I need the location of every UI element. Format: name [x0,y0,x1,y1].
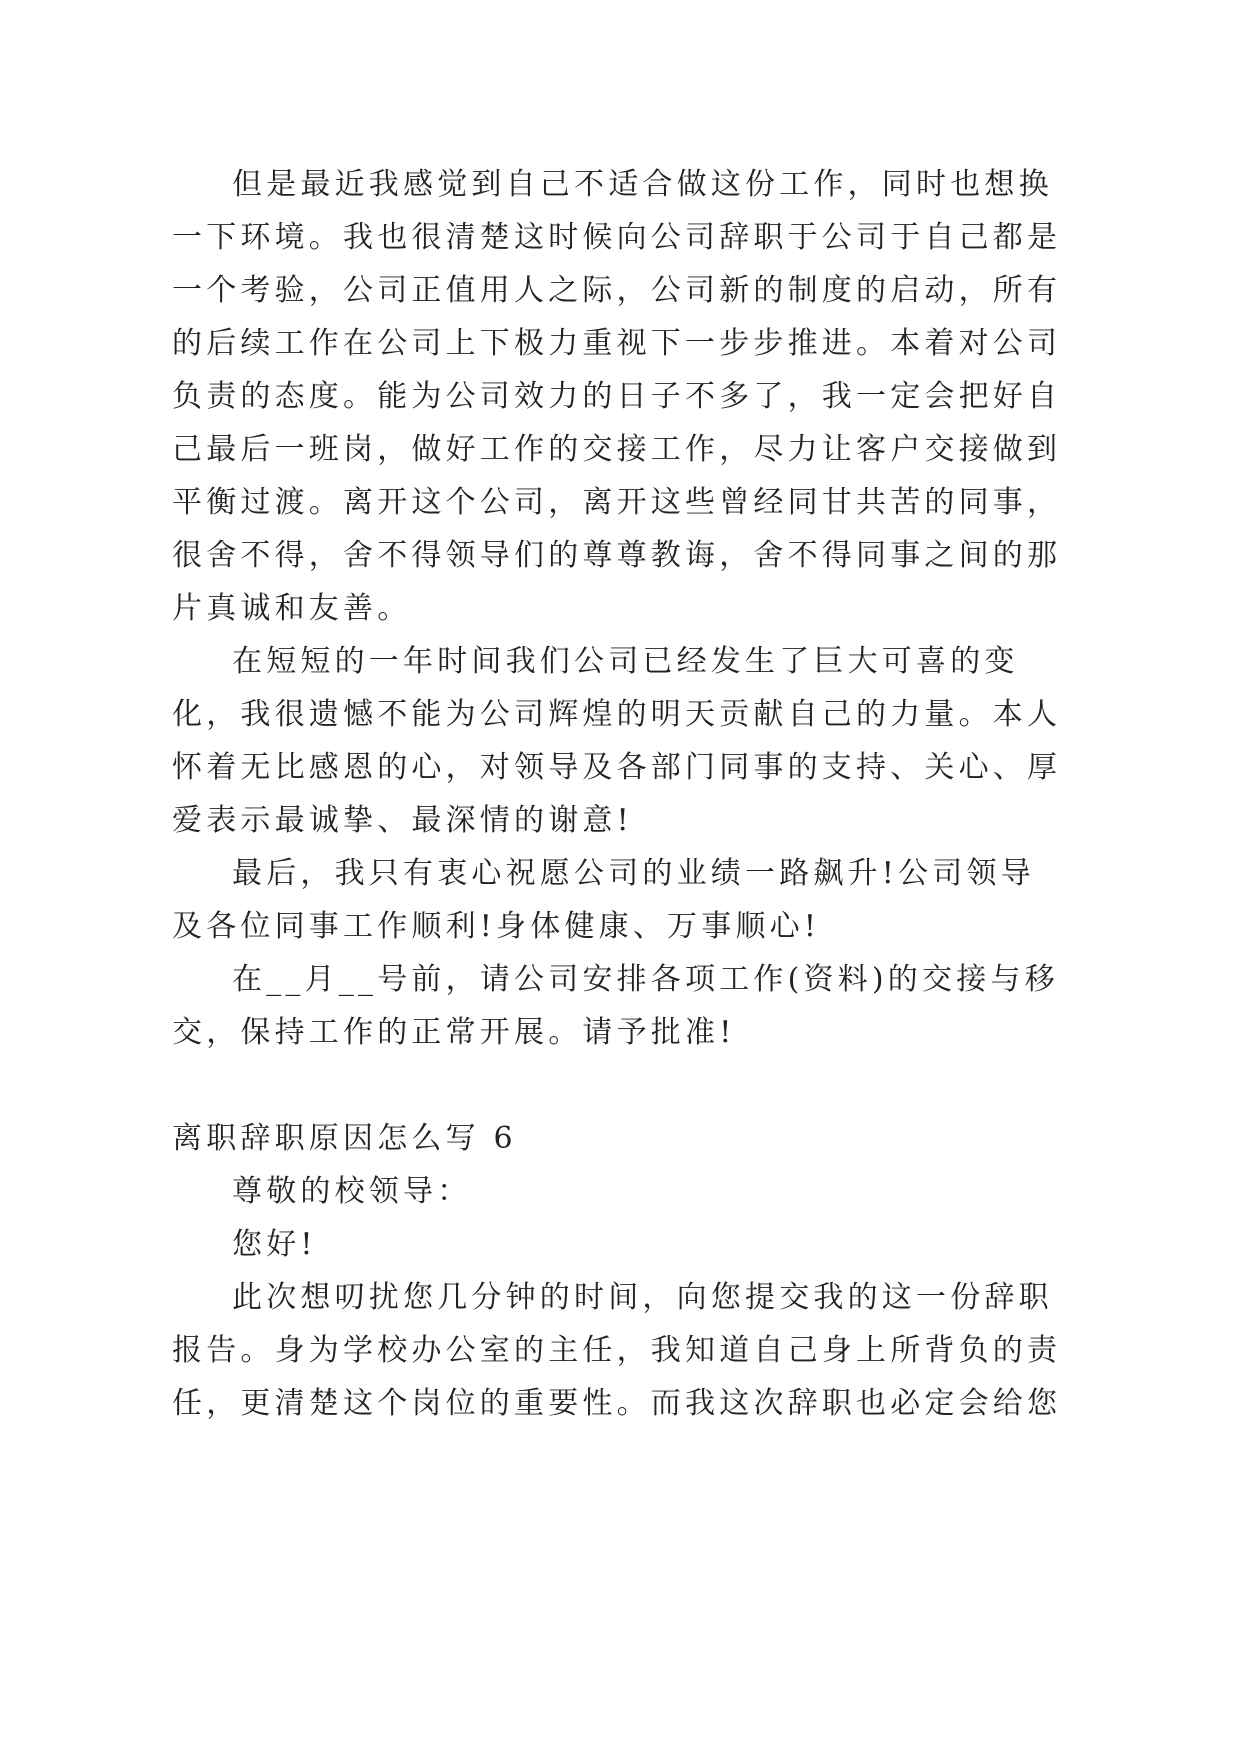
text-line: 报告。身为学校办公室的主任，我知道自己身上所背负的责 [172,1333,1062,1368]
text-line: 但是最近我感觉到自己不适合做这份工作，同时也想换 [232,167,1053,202]
text-line: 在__月__号前，请公司安排各项工作(资料)的交接与移 [232,962,1059,997]
greeting: 您好! [232,1227,317,1262]
text-line: 在短短的一年时间我们公司已经发生了巨大可喜的变 [232,644,1019,679]
text-line: 及各位同事工作顺利!身体健康、万事顺心! [172,909,821,944]
text-line: 交，保持工作的正常开展。请予批准! [172,1015,736,1050]
text-line: 一个考验，公司正值用人之际，公司新的制度的启动，所有 [172,273,1062,308]
text-line: 很舍不得，舍不得领导们的尊尊教诲，舍不得同事之间的那 [172,538,1062,573]
text-line: 平衡过渡。离开这个公司，离开这些曾经同甘共苦的同事， [172,485,1062,520]
text-line: 此次想叨扰您几分钟的时间，向您提交我的这一份辞职 [232,1280,1053,1315]
text-line: 怀着无比感恩的心，对领导及各部门同事的支持、关心、厚 [172,750,1062,785]
text-line: 任，更清楚这个岗位的重要性。而我这次辞职也必定会给您 [172,1386,1062,1421]
text-line: 一下环境。我也很清楚这时候向公司辞职于公司于自己都是 [172,220,1062,255]
text-line: 最后，我只有衷心祝愿公司的业绩一路飙升!公司领导 [232,856,1035,891]
text-line: 己最后一班岗，做好工作的交接工作，尽力让客户交接做到 [172,432,1062,467]
text-line: 化，我很遗憾不能为公司辉煌的明天贡献自己的力量。本人 [172,697,1062,732]
section-title: 离职辞职原因怎么写 6 [172,1121,517,1156]
text-line: 负责的态度。能为公司效力的日子不多了，我一定会把好自 [172,379,1062,414]
text-line: 的后续工作在公司上下极力重视下一步步推进。本着对公司 [172,326,1062,361]
text-line: 爱表示最诚挚、最深情的谢意! [172,803,633,838]
salutation: 尊敬的校领导： [232,1174,472,1209]
text-line: 片真诚和友善。 [172,591,412,626]
